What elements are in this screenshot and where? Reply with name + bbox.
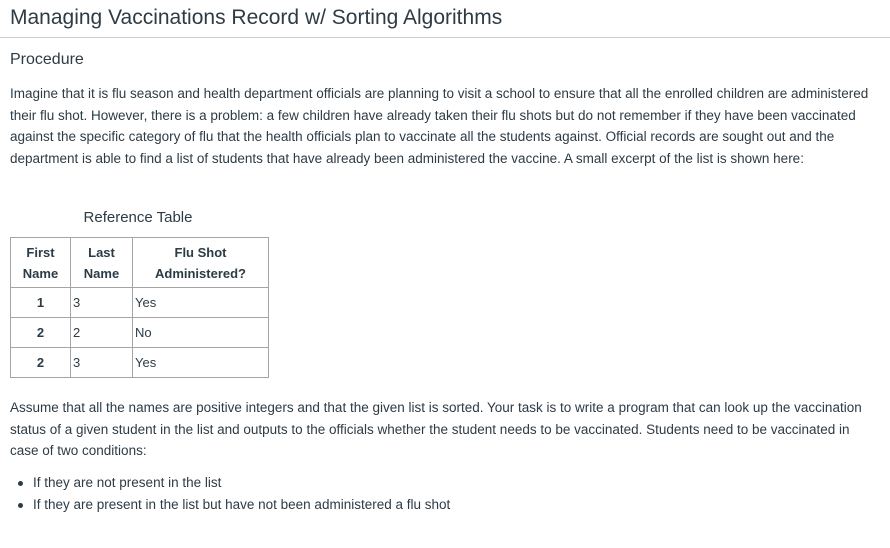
cell-first-name: 1 — [11, 288, 71, 318]
table-row — [11, 318, 269, 348]
page-title: Managing Vaccinations Record w/ Sorting Algorithms — [10, 6, 503, 29]
header-last-name-line1: Last — [88, 244, 115, 260]
header-first-name-line2: Name — [22, 265, 59, 281]
cell-last-name: 3 — [71, 288, 133, 318]
reference-table — [10, 237, 269, 378]
list-item: If they are not present in the list — [10, 472, 450, 494]
header-flu-shot — [133, 238, 269, 288]
table-caption: Reference Table — [83, 209, 193, 226]
cell-flu-shot: Yes — [133, 288, 269, 318]
header-flu-shot-line1: Flu Shot — [174, 244, 227, 260]
section-heading: Procedure — [10, 51, 84, 68]
header-last-name — [71, 238, 133, 288]
cell-last-name: 2 — [71, 318, 133, 348]
cell-first-name: 2 — [11, 348, 71, 378]
list-item: If they are present in the list but have not been administered a flu shot — [10, 494, 450, 516]
header-last-name-line2: Name — [83, 265, 120, 281]
cell-flu-shot: Yes — [133, 348, 269, 378]
task-paragraph: Assume that all the names are positive integers and that the given list is sorted. Your task is to write a program that can look up the vaccination status of a given student in the list and outputs to the officials whether the student needs to be vaccinated. Students need to be vaccinated in case of two conditions: — [10, 400, 862, 458]
header-flu-shot-line2: Administered? — [154, 265, 246, 281]
table-row — [11, 288, 269, 318]
table-row — [11, 348, 269, 378]
cell-first-name: 2 — [11, 318, 71, 348]
table-header-row — [11, 238, 269, 288]
cell-flu-shot: No — [133, 318, 269, 348]
header-first-name-line1: First — [26, 244, 55, 260]
intro-paragraph: Imagine that it is flu season and health department officials are planning to visit a school to ensure that all the enrolled children are administered their flu shot. However, there is a problem: a few children have already taken their flu shots but do not remember if they have been vaccinated against the specific category of flu that the health officials plan to vaccinate all the students against. Official records are sought out and the department is able to find a list of students that have already been administered the vaccine. A small excerpt of the list is shown here: — [10, 86, 869, 166]
cell-last-name: 3 — [71, 348, 133, 378]
header-first-name — [11, 238, 71, 288]
conditions-list — [10, 472, 450, 516]
title-divider — [0, 37, 890, 38]
